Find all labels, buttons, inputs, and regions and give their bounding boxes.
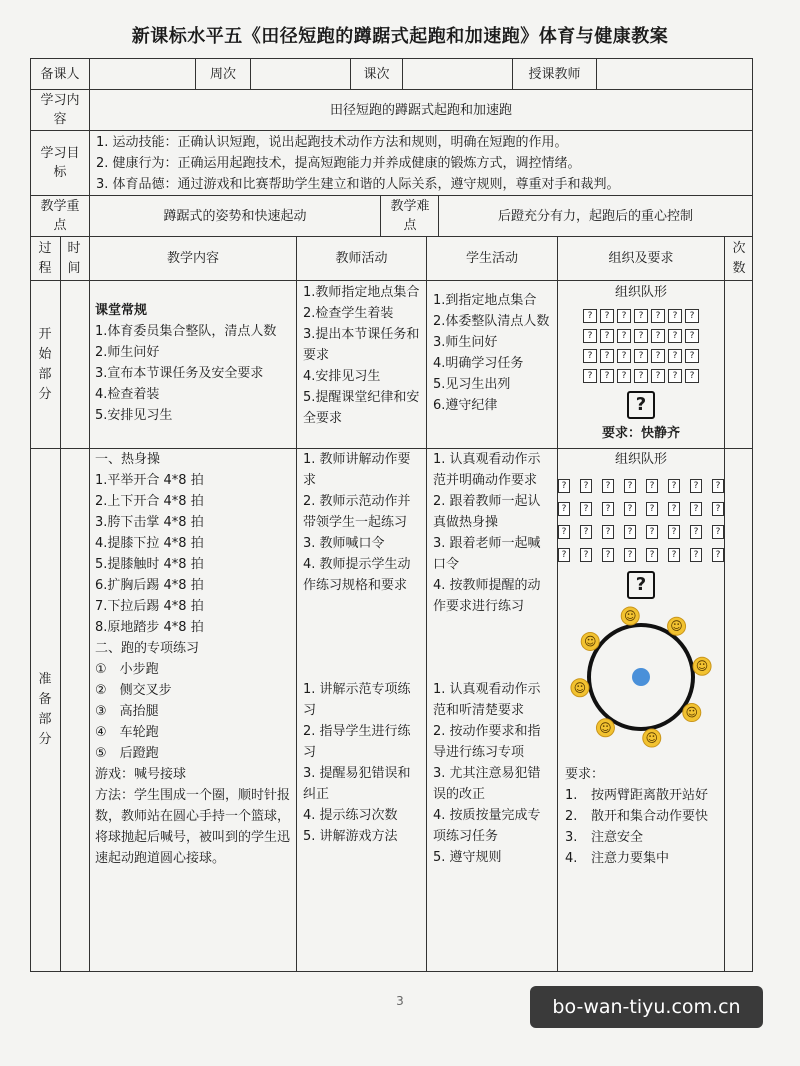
student-marker-icon: ? <box>634 309 648 323</box>
content-text: 田径短跑的蹲踞式起跑和加速跑 <box>329 102 512 118</box>
content-line: 4.检查着装 <box>95 387 160 402</box>
content-line: 7.下拉后踢 4*8 拍 <box>95 599 204 614</box>
student-marker-icon: ? <box>617 369 631 383</box>
student-marker-icon: ? <box>651 369 665 383</box>
formation-row <box>558 309 724 323</box>
student-marker-icon: ? <box>624 479 636 493</box>
student-marker-icon: ? <box>668 548 680 562</box>
formation-row <box>558 548 724 562</box>
requirement-text: 散开和集合动作要快 <box>591 809 709 824</box>
section-warmup-org <box>558 449 724 603</box>
student-line: 5. 遵守规则 <box>433 850 502 865</box>
formation-grid <box>558 309 724 383</box>
col-count: 次数 <box>732 240 746 276</box>
student-marker-icon: ? <box>602 548 614 562</box>
content-line: 二、跑的专项练习 <box>95 641 200 656</box>
section-start-label: 开始部分 <box>38 326 52 402</box>
col-org: 组织及要求 <box>608 251 674 266</box>
student-marker-icon: ? <box>624 502 636 516</box>
student-marker-icon: ? <box>624 548 636 562</box>
teacher-line: 5.提醒课堂纪律和安全要求 <box>303 390 420 426</box>
student-marker-icon: ? <box>668 349 682 363</box>
formation-row <box>558 479 724 493</box>
student-marker-icon: ? <box>646 502 658 516</box>
content-line: 6.扩胸后踢 4*8 拍 <box>95 578 204 593</box>
teacher-line: 2. 指导学生进行练习 <box>303 724 411 760</box>
requirement-number: 4. <box>565 851 578 866</box>
content-line: ⑤ 后蹬跑 <box>95 746 159 761</box>
formation-row <box>558 329 724 343</box>
student-marker-icon: ? <box>600 349 614 363</box>
student-line: 2. 跟着教师一起认真做热身操 <box>433 494 541 530</box>
requirement-item <box>565 827 723 848</box>
content-line: ② 侧交叉步 <box>95 683 172 698</box>
teacher-line: 3.提出本节课任务和要求 <box>303 327 420 363</box>
student-line: 1. 认真观看动作示范并明确动作要求 <box>433 452 541 488</box>
requirements-title: 要求： <box>565 767 605 782</box>
formation-row <box>558 369 724 383</box>
student-line: 5.见习生出列 <box>433 377 511 392</box>
student-marker-icon: ? <box>580 502 592 516</box>
student-marker-icon: ? <box>646 479 658 493</box>
student-marker-icon: ? <box>646 525 658 539</box>
student-marker-icon: ? <box>685 349 699 363</box>
student-marker-icon: ? <box>617 329 631 343</box>
game-circle-diagram <box>558 600 724 760</box>
section-warmup-label: 准备部分 <box>38 672 52 747</box>
formation-row <box>558 525 724 539</box>
requirement-number: 3. <box>565 830 578 845</box>
student-marker-icon: ? <box>668 502 680 516</box>
requirement-text: 注意安全 <box>591 830 644 845</box>
section-start-teacher <box>303 282 423 429</box>
prep-teacher-label: 备课人 <box>40 66 80 82</box>
lesson-label: 课次 <box>363 66 390 82</box>
section-warmup-content <box>95 449 293 869</box>
teacher-marker-icon: ? <box>627 571 655 599</box>
student-marker-icon: ? <box>558 502 570 516</box>
student-line: 2.体委整队清点人数 <box>433 314 550 329</box>
watermark: bo-wan-tiyu.com.cn <box>530 986 763 1028</box>
student-marker-icon: ? <box>617 309 631 323</box>
teacher-line: 4. 教师提示学生动作练习规格和要求 <box>303 557 411 593</box>
difficulty-label: 教学难点 <box>390 199 430 233</box>
student-marker-icon: ? <box>634 329 648 343</box>
content-line: 2.上下开合 4*8 拍 <box>95 494 204 509</box>
student-marker-icon: ? <box>580 525 592 539</box>
smiley-face-icon: ☺ <box>583 634 597 649</box>
page-number: 3 <box>396 994 404 1008</box>
student-marker-icon: ? <box>583 309 597 323</box>
section-warmup-student-b <box>433 679 553 868</box>
content-line: 一、热身操 <box>95 452 161 467</box>
teacher-label: 授课教师 <box>528 66 581 82</box>
section-warmup-teacher-a <box>303 449 423 596</box>
student-marker-icon: ? <box>668 309 682 323</box>
content-line: ③ 高抬腿 <box>95 704 159 719</box>
student-marker-icon: ? <box>583 369 597 383</box>
section-warmup-student-a <box>433 449 553 617</box>
teacher-line: 5. 讲解游戏方法 <box>303 829 398 844</box>
content-line: 游戏：喊号接球 <box>95 767 187 782</box>
student-line: 6.遵守纪律 <box>433 398 498 413</box>
col-student: 学生活动 <box>465 251 518 266</box>
teacher-line: 1.教师指定地点集合 <box>303 285 420 300</box>
goals-label: 学习目标 <box>40 146 80 180</box>
student-marker-icon: ? <box>712 479 724 493</box>
smiley-face-icon: ☺ <box>645 731 659 746</box>
content-line: 5.安排见习生 <box>95 408 173 423</box>
teacher-line: 4.安排见习生 <box>303 369 381 384</box>
section-warmup-teacher-b <box>303 679 423 847</box>
teacher-line: 2. 教师示范动作并带领学生一起练习 <box>303 494 411 530</box>
student-marker-icon: ? <box>690 502 702 516</box>
student-marker-icon: ? <box>602 502 614 516</box>
teacher-marker-icon: ? <box>627 391 655 419</box>
student-line: 1.到指定地点集合 <box>433 293 537 308</box>
student-marker-icon: ? <box>668 525 680 539</box>
requirement-item <box>565 848 723 869</box>
student-marker-icon: ? <box>685 329 699 343</box>
smiley-face-icon: ☺ <box>670 619 683 634</box>
requirement-item <box>565 785 723 806</box>
requirement-text: 按两臂距离散开站好 <box>591 788 709 803</box>
requirement-number: 2. <box>565 809 578 824</box>
section-start-content <box>95 300 295 426</box>
focus-text: 蹲踞式的姿势和快速起动 <box>163 208 307 224</box>
col-process: 过程 <box>38 240 52 276</box>
teacher-line: 4. 提示练习次数 <box>303 808 398 823</box>
basketball-icon <box>632 668 650 686</box>
org-title: 组织队形 <box>614 285 667 300</box>
content-line: 5.提膝触时 4*8 拍 <box>95 557 204 572</box>
student-line: 4. 按教师提醒的动作要求进行练习 <box>433 578 541 614</box>
goal-item: 3. 体育品德：通过游戏和比赛帮助学生建立和谐的人际关系，遵守规则，尊重对手和裁判。 <box>96 177 620 192</box>
requirement-number: 1. <box>565 788 578 803</box>
student-marker-icon: ? <box>712 502 724 516</box>
student-marker-icon: ? <box>600 329 614 343</box>
content-line: ④ 车轮跑 <box>95 725 159 740</box>
student-marker-icon: ? <box>690 525 702 539</box>
difficulty-text: 后蹬充分有力，起跑后的重心控制 <box>497 208 693 224</box>
student-line: 3.师生问好 <box>433 335 498 350</box>
section-start-org <box>558 282 724 444</box>
content-line: ① 小步跑 <box>95 662 159 677</box>
focus-label: 教学重点 <box>40 199 80 233</box>
requirement-item <box>565 806 723 827</box>
student-marker-icon: ? <box>651 309 665 323</box>
student-marker-icon: ? <box>602 479 614 493</box>
content-line: 1.体育委员集合整队，清点人数 <box>95 324 277 339</box>
formation-grid <box>558 479 724 562</box>
teacher-line: 3. 教师喊口令 <box>303 536 385 551</box>
student-marker-icon: ? <box>712 548 724 562</box>
student-marker-icon: ? <box>617 349 631 363</box>
content-label: 学习内容 <box>40 93 80 127</box>
org-requirement: 要求：快静齐 <box>601 426 680 441</box>
content-line: 2.师生问好 <box>95 345 160 360</box>
student-marker-icon: ? <box>558 525 570 539</box>
student-marker-icon: ? <box>600 369 614 383</box>
student-marker-icon: ? <box>668 479 680 493</box>
week-label: 周次 <box>209 66 236 82</box>
content-line: 3.宣布本节课任务及安全要求 <box>95 366 264 381</box>
student-marker-icon: ? <box>651 349 665 363</box>
content-line: 3.胯下击掌 4*8 拍 <box>95 515 204 530</box>
student-line: 2. 按动作要求和指导进行练习专项 <box>433 724 541 760</box>
content-line: 方法：学生围成一个圈，顺时针报数，教师站在圆心手持一个篮球，将球抛起后喊号，被叫到的学生迅速起动跑道圆心接球。 <box>95 788 291 866</box>
teacher-line: 1. 讲解示范专项练习 <box>303 682 411 718</box>
content-line: 1.平举开合 4*8 拍 <box>95 473 204 488</box>
content-line: 4.提膝下拉 4*8 拍 <box>95 536 204 551</box>
student-marker-icon: ? <box>646 548 658 562</box>
formation-row <box>558 349 724 363</box>
student-marker-icon: ? <box>651 329 665 343</box>
smiley-face-icon: ☺ <box>599 720 612 735</box>
teacher-line: 3. 提醒易犯错误和纠正 <box>303 766 411 802</box>
smiley-face-icon: ☺ <box>685 705 699 720</box>
teacher-line: 1. 教师讲解动作要求 <box>303 452 411 488</box>
student-line: 3. 尤其注意易犯错误的改正 <box>433 766 541 802</box>
page-title: 新课标水平五《田径短跑的蹲踞式起跑和加速跑》体育与健康教案 <box>131 26 669 47</box>
student-marker-icon: ? <box>580 479 592 493</box>
teacher-line: 2.检查学生着装 <box>303 306 394 321</box>
smiley-face-icon: ☺ <box>573 680 587 695</box>
student-marker-icon: ? <box>583 349 597 363</box>
org-title: 组织队形 <box>614 452 667 467</box>
student-line: 4. 按质按量完成专项练习任务 <box>433 808 541 844</box>
content-heading: 课堂常规 <box>95 303 148 318</box>
student-marker-icon: ? <box>634 349 648 363</box>
student-marker-icon: ? <box>685 369 699 383</box>
student-marker-icon: ? <box>634 369 648 383</box>
smiley-face-icon: ☺ <box>695 659 709 674</box>
student-line: 4.明确学习任务 <box>433 356 524 371</box>
student-marker-icon: ? <box>558 479 570 493</box>
requirement-text: 注意力要集中 <box>591 851 670 866</box>
col-teacher: 教师活动 <box>335 251 388 266</box>
student-marker-icon: ? <box>602 525 614 539</box>
student-marker-icon: ? <box>685 309 699 323</box>
smiley-face-icon: ☺ <box>623 608 637 623</box>
student-marker-icon: ? <box>558 548 570 562</box>
student-marker-icon: ? <box>580 548 592 562</box>
student-marker-icon: ? <box>690 479 702 493</box>
formation-row <box>558 502 724 516</box>
student-marker-icon: ? <box>712 525 724 539</box>
content-line: 8.原地踏步 4*8 拍 <box>95 620 204 635</box>
student-marker-icon: ? <box>668 329 682 343</box>
student-marker-icon: ? <box>600 309 614 323</box>
student-marker-icon: ? <box>583 329 597 343</box>
col-time: 时间 <box>67 240 81 276</box>
goals-list <box>96 132 746 195</box>
student-marker-icon: ? <box>624 525 636 539</box>
student-line: 3. 跟着老师一起喊口令 <box>433 536 541 572</box>
student-marker-icon: ? <box>690 548 702 562</box>
goal-item: 1. 运动技能：正确认识短跑，说出起跑技术动作方法和规则，明确在短跑的作用。 <box>96 135 568 150</box>
goal-item: 2. 健康行为：正确运用起跑技术，提高短跑能力并养成健康的锻炼方式，调控情绪。 <box>96 156 581 171</box>
col-content: 教学内容 <box>166 251 219 266</box>
student-line: 1. 认真观看动作示范和听清楚要求 <box>433 682 541 718</box>
warmup-requirements <box>565 764 723 869</box>
section-start-student <box>433 290 553 416</box>
student-marker-icon: ? <box>668 369 682 383</box>
